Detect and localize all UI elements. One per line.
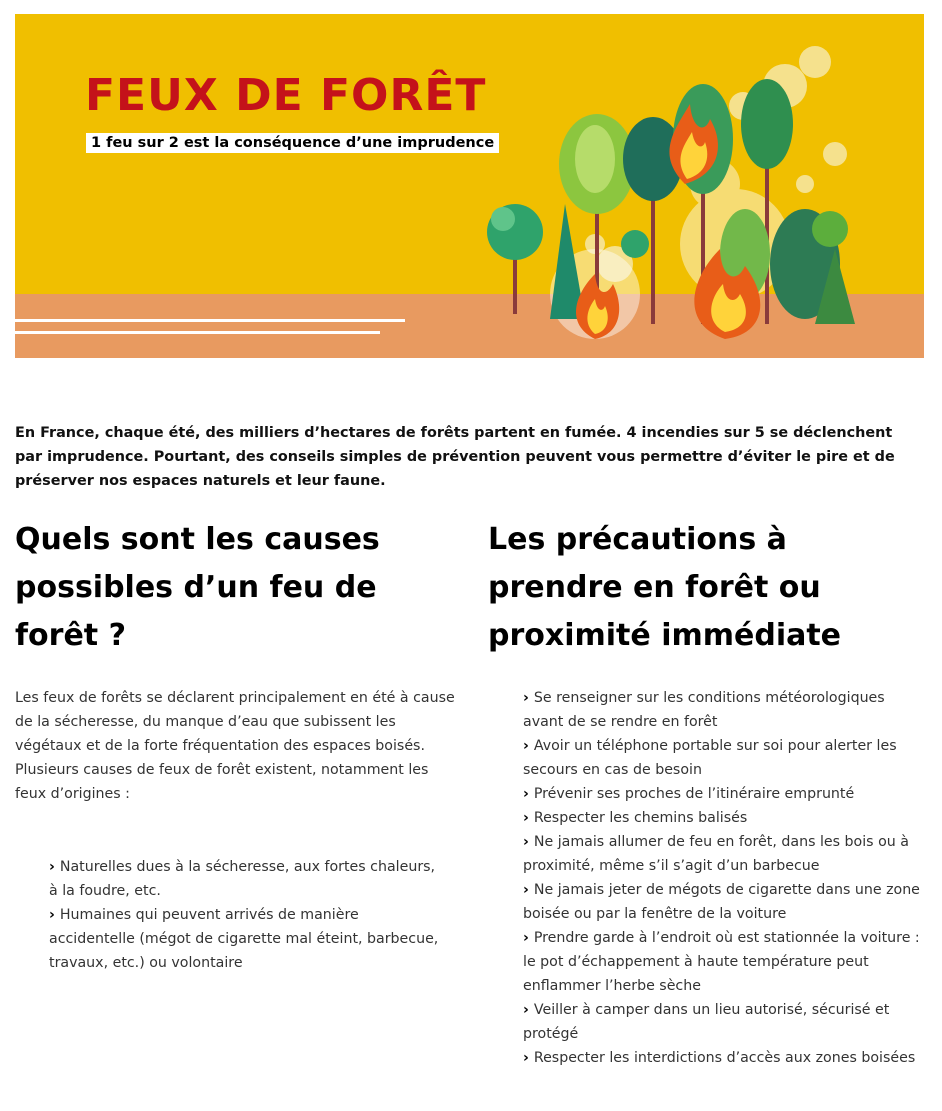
- chevron-right-icon: ›: [49, 907, 55, 923]
- intro-text: En France, chaque été, des milliers d’hectares de forêts partent en fumée. 4 incendies sur 5 se déclenchent par imprudence. Pourtant, des conseils simples de prévention peuvent vous permettre d’éviter le pire et de préserver nos espaces naturels et leur faune.: [15, 425, 895, 489]
- list-item: › Prévenir ses proches de l’itinéraire emprunté: [523, 786, 855, 802]
- causes-heading: Quels sont les causes possibles d’un feu de forêt ?: [15, 522, 380, 653]
- speed-line: [15, 319, 405, 322]
- precautions-heading: Les précautions à prendre en forêt ou proximité immédiate: [488, 522, 842, 653]
- list-item: › Respecter les chemins balisés: [523, 810, 748, 826]
- chevron-right-icon: ›: [523, 786, 529, 802]
- forest-fire-illustration: [485, 34, 885, 354]
- banner-title: FEUX DE FORÊT: [85, 70, 487, 121]
- chevron-right-icon: ›: [523, 834, 529, 850]
- chevron-right-icon: ›: [523, 1002, 529, 1018]
- list-item: › Humaines qui peuvent arrivés de manière accidentelle (mégot de cigarette mal éteint, barbecue, travaux, etc.) ou volontaire: [49, 907, 439, 971]
- list-item: › Respecter les interdictions d’accès aux zones boisées: [523, 1050, 916, 1066]
- causes-paragraph: Les feux de forêts se déclarent principalement en été à cause de la sécheresse, du manque d’eau que subissent les végétaux et de la forte fréquentation des espaces boisés.: [15, 690, 455, 754]
- chevron-right-icon: ›: [523, 1050, 529, 1066]
- list-item: › Se renseigner sur les conditions météorologiques avant de se rendre en forêt: [523, 690, 885, 730]
- causes-paragraph: Plusieurs causes de feux de forêt existent, notamment les feux d’origines :: [15, 762, 429, 802]
- banner-subtitle: 1 feu sur 2 est la conséquence d’une imprudence: [86, 133, 499, 153]
- tree-foliage: [487, 79, 855, 324]
- chevron-right-icon: ›: [523, 690, 529, 706]
- hero-banner: [15, 14, 924, 358]
- list-item: › Avoir un téléphone portable sur soi pour alerter les secours en cas de besoin: [523, 738, 897, 778]
- speed-line: [15, 331, 380, 334]
- chevron-right-icon: ›: [49, 859, 55, 875]
- list-item: › Ne jamais allumer de feu en forêt, dans les bois ou à proximité, même s’il s’agit d’un barbecue: [523, 834, 909, 874]
- chevron-right-icon: ›: [523, 738, 529, 754]
- chevron-right-icon: ›: [523, 930, 529, 946]
- causes-text: [15, 686, 460, 806]
- causes-list: [49, 855, 444, 975]
- list-item: › Naturelles dues à la sécheresse, aux fortes chaleurs, à la foudre, etc.: [49, 859, 436, 899]
- chevron-right-icon: ›: [523, 810, 529, 826]
- chevron-right-icon: ›: [523, 882, 529, 898]
- list-item: › Veiller à camper dans un lieu autorisé, sécurisé et protégé: [523, 1002, 890, 1042]
- list-item: › Prendre garde à l’endroit où est stationnée la voiture : le pot d’échappement à haute température peut enflammer l’herbe sèche: [523, 930, 920, 994]
- precautions-list: [523, 686, 923, 1070]
- list-item: › Ne jamais jeter de mégots de cigarette dans une zone boisée ou par la fenêtre de la voiture: [523, 882, 920, 922]
